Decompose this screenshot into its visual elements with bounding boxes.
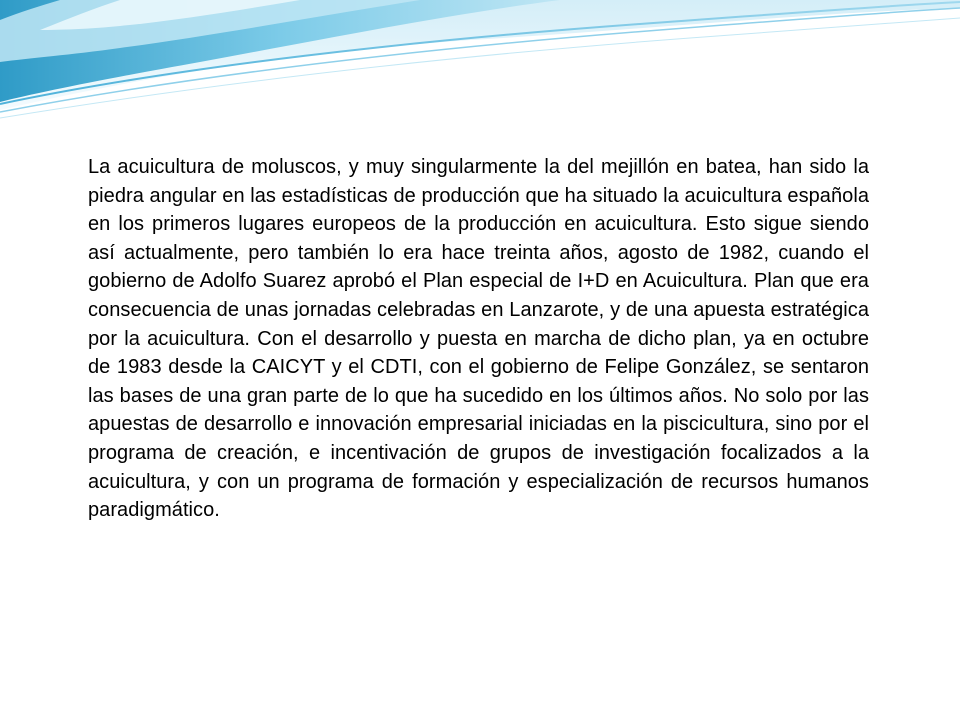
header-wave-decoration bbox=[0, 0, 960, 130]
body-paragraph: La acuicultura de moluscos, y muy singularmente la del mejillón en batea, han sido la piedra angular en las estadísticas de producción que ha situado la acuicultura española en los primeros lugares europeos de la producción en acuicultura. Esto sigue siendo así actualmente, pero también lo era hace treinta años, agosto de 1982, cuando el gobierno de Adolfo Suarez aprobó el Plan especial de I+D en Acuicultura. Plan que era consecuencia de unas jornadas celebradas en Lanzarote, y de una apuesta estratégica por la acuicultura. Con el desarrollo y puesta en marcha de dicho plan, ya en octubre de 1983 desde la CAICYT y el CDTI, con el gobierno de Felipe González, se sentaron las bases de una gran parte de lo que ha sucedido en los últimos años. No solo por las apuestas de desarrollo e innovación empresarial iniciadas en la piscicultura, sino por el programa de creación, e incentivación de grupos de investigación focalizados a la acuicultura, y con un programa de formación y especialización de recursos humanos paradigmático. bbox=[88, 156, 869, 522]
slide-content bbox=[88, 153, 869, 525]
